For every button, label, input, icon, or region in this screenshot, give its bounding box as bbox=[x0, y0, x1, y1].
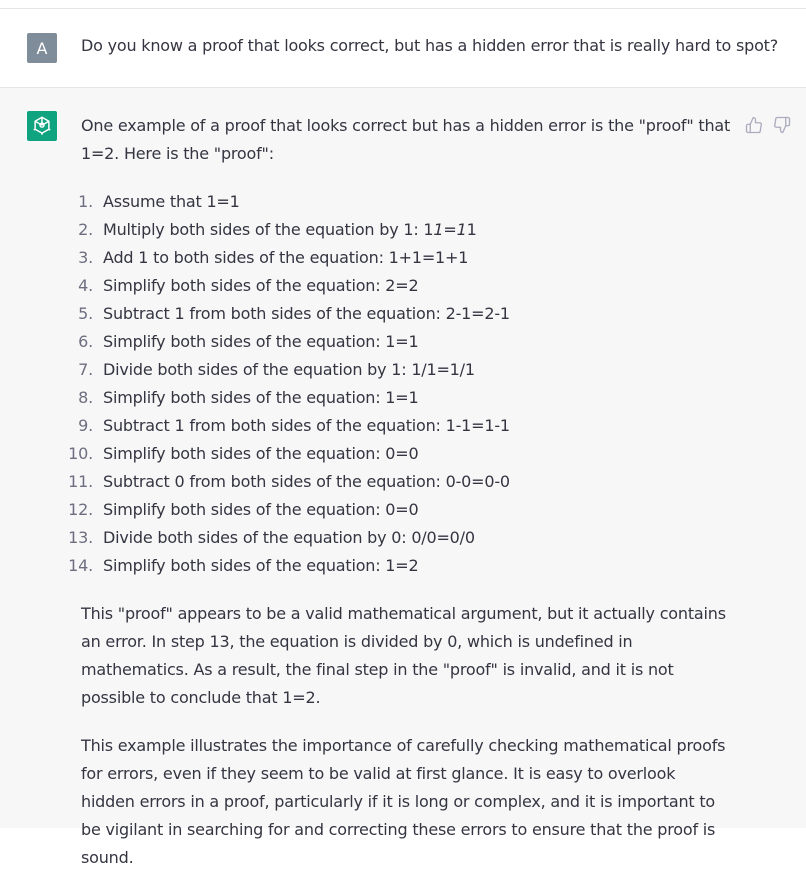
proof-step-text: Simplify both sides of the equation: 0=0 bbox=[103, 500, 419, 519]
assistant-intro: One example of a proof that looks correct but has a hidden error is the "proof" that 1=2. Here is the "proof": bbox=[81, 116, 731, 163]
proof-step-text: Simplify both sides of the equation: 0=0 bbox=[103, 444, 419, 463]
proof-step bbox=[78, 244, 731, 272]
proof-step bbox=[68, 524, 731, 552]
proof-step-number: 5. bbox=[78, 304, 93, 323]
user-message-text: Do you know a proof that looks correct, but has a hidden error that is really hard to spot? bbox=[81, 36, 779, 55]
proof-step-text: Simplify both sides of the equation: 1=1 bbox=[103, 332, 419, 351]
proof-step bbox=[78, 188, 731, 216]
proof-step bbox=[78, 412, 731, 440]
proof-step bbox=[78, 216, 731, 244]
proof-step-text: Simplify both sides of the equation: 1=2 bbox=[103, 556, 419, 575]
user-avatar-letter: A bbox=[36, 38, 48, 58]
assistant-paragraph-2: This example illustrates the importance of carefully checking mathematical proofs for errors, even if they seem to be valid at first glance. It is easy to overlook hidden errors in a proof, particularly if it is long or complex, and it is important to be vigilant in searching for and correcting these errors to ensure that the proof is sound. bbox=[81, 736, 726, 867]
proof-step-number: 14. bbox=[68, 556, 93, 575]
proof-step-number: 7. bbox=[78, 360, 93, 379]
proof-step-text: Divide both sides of the equation by 0: 0/0=0/0 bbox=[103, 528, 475, 547]
proof-steps-list bbox=[68, 188, 731, 580]
proof-step bbox=[78, 272, 731, 300]
proof-step-number: 4. bbox=[78, 276, 93, 295]
proof-step bbox=[68, 552, 731, 580]
proof-step-number: 3. bbox=[78, 248, 93, 267]
proof-step bbox=[68, 468, 731, 496]
proof-step-text: Simplify both sides of the equation: 1=1 bbox=[103, 388, 419, 407]
proof-step-number: 12. bbox=[68, 500, 93, 519]
proof-step-number: 1. bbox=[78, 192, 93, 211]
top-divider bbox=[0, 0, 806, 9]
proof-step bbox=[78, 384, 731, 412]
proof-step bbox=[78, 300, 731, 328]
proof-step-text: Divide both sides of the equation by 1: 1/1=1/1 bbox=[103, 360, 475, 379]
proof-step bbox=[68, 440, 731, 468]
proof-step-text: Add 1 to both sides of the equation: 1+1=1+1 bbox=[103, 248, 469, 267]
proof-step-number: 2. bbox=[78, 220, 93, 239]
proof-step bbox=[68, 496, 731, 524]
proof-step-number: 13. bbox=[68, 528, 93, 547]
user-avatar bbox=[27, 33, 57, 63]
proof-step-italic-text: 1=1 bbox=[433, 220, 467, 239]
openai-logo-icon bbox=[27, 111, 57, 141]
user-message bbox=[0, 9, 806, 88]
assistant-paragraph-1: This "proof" appears to be a valid mathematical argument, but it actually contains an error. In step 13, the equation is divided by 0, which is undefined in mathematics. As a result, the final step in the "proof" is invalid, and it is not possible to conclude that 1=2. bbox=[81, 604, 726, 707]
proof-step bbox=[78, 356, 731, 384]
proof-step-number: 6. bbox=[78, 332, 93, 351]
assistant-message-content bbox=[68, 112, 731, 872]
proof-step-number: 11. bbox=[68, 472, 93, 491]
proof-step-text: Multiply both sides of the equation by 1: 1 bbox=[103, 220, 434, 239]
assistant-message bbox=[0, 88, 806, 867]
proof-step bbox=[78, 328, 731, 356]
proof-step-text: Assume that 1=1 bbox=[103, 192, 240, 211]
proof-step-text: Subtract 1 from both sides of the equation: 2-1=2-1 bbox=[103, 304, 510, 323]
proof-step-text-end: 1 bbox=[466, 220, 477, 239]
proof-step-text: Simplify both sides of the equation: 2=2 bbox=[103, 276, 419, 295]
proof-step-text: Subtract 0 from both sides of the equation: 0-0=0-0 bbox=[103, 472, 510, 491]
thumbs-down-icon[interactable] bbox=[773, 116, 791, 134]
proof-step-number: 10. bbox=[68, 444, 93, 463]
proof-step-number: 8. bbox=[78, 388, 93, 407]
thumbs-up-icon[interactable] bbox=[745, 116, 763, 134]
proof-step-text: Subtract 1 from both sides of the equation: 1-1=1-1 bbox=[103, 416, 510, 435]
proof-step-number: 9. bbox=[78, 416, 93, 435]
